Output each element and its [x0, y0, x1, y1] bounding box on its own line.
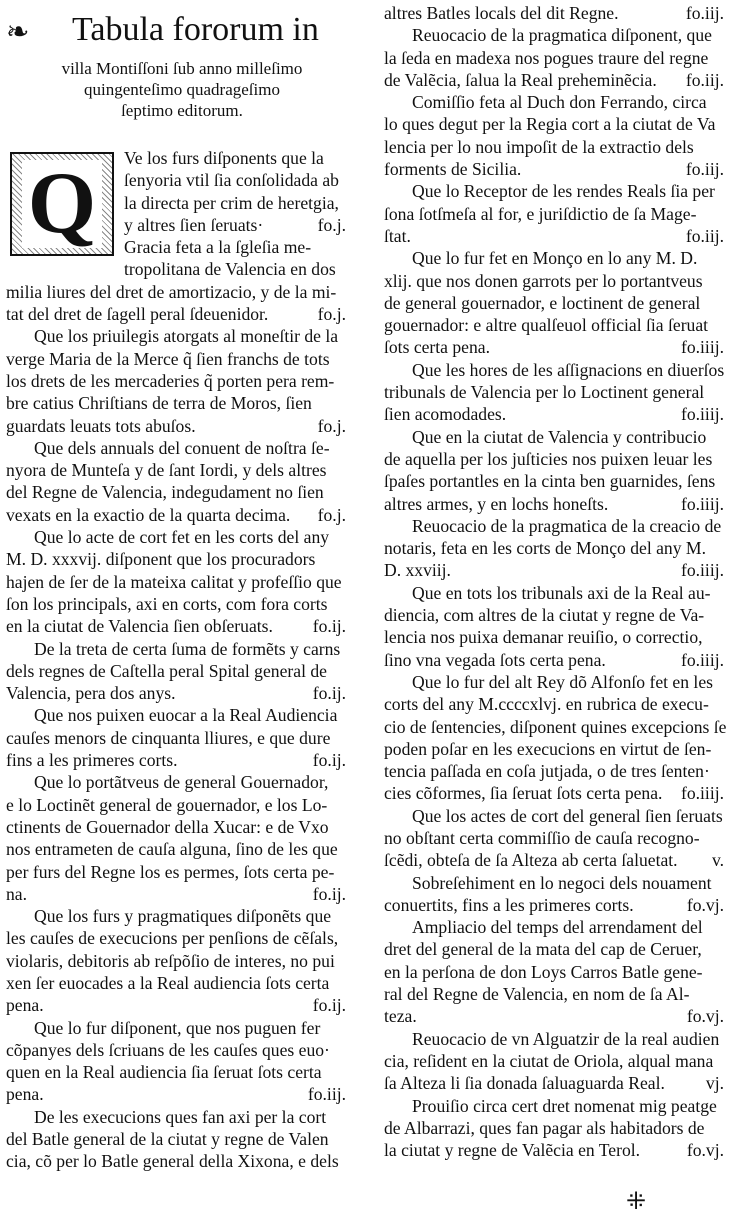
line-text: Gracia feta a la ſgleſia me-: [124, 237, 312, 258]
text-line: [6, 1039, 350, 1061]
line-text: ctinents de Gouernador della Xucar: e de Vxo: [6, 816, 329, 837]
text-line: [6, 816, 350, 838]
text-line: [6, 972, 350, 994]
text-line: [384, 493, 728, 515]
line-text: notaris, feta en les corts de Monço del any M.: [384, 538, 706, 559]
folio-reference: fo.iiij.: [680, 337, 724, 358]
line-text: cio de ſentencies, diſponent quines excepcions ſe: [384, 716, 727, 737]
dropcap-letter: Q: [22, 160, 102, 248]
line-text: Ve los furs diſponents que la: [124, 148, 324, 168]
line-text: cauſes menors de cinquanta lliures, e que dure: [6, 727, 331, 748]
page-title: Tabula fororum in: [72, 11, 319, 48]
text-line: [6, 258, 350, 280]
line-text: de Albarrazi, ques fan pagar als habitadors de: [384, 1117, 705, 1138]
folio-reference: fo.ij.: [312, 750, 346, 771]
dropcap-initial: [10, 152, 114, 256]
line-text: de general gouernador, e loctinent de general: [384, 292, 701, 313]
text-line: [6, 660, 350, 682]
right-column: [384, 2, 728, 1161]
text-line: [384, 336, 728, 358]
text-line: [384, 1005, 728, 1027]
line-text: nos entrameten de cauſa alguna, ſino de les que: [6, 839, 338, 860]
folio-reference: fo.ij.: [312, 883, 346, 904]
text-line: [384, 225, 728, 247]
line-text: dels regnes de Caſtella peral Spital general de: [6, 660, 327, 681]
text-line: [384, 716, 728, 738]
text-line: [384, 359, 728, 381]
text-line: [384, 113, 728, 135]
line-text: ſa Alteza li ſia donada ſaluaguarda Real.: [384, 1073, 665, 1094]
folio-reference: fo.iiij.: [680, 560, 724, 581]
line-text: diencia, com altres de la ciutat y regne de Va-: [384, 605, 705, 626]
text-line: [384, 849, 728, 871]
line-text: pena.: [6, 995, 44, 1016]
line-text: cia, reſident en la ciutat de Oriola, alqual mana: [384, 1050, 714, 1071]
line-text: ſtat.: [384, 225, 411, 246]
line-text: ſcẽdi, obteſa de ſa Alteza ab certa ſaluetat.: [384, 850, 678, 871]
text-line: [6, 370, 350, 392]
text-line: [384, 292, 728, 314]
line-text: corts del any M.ccccxlvj. en rubrica de execu-: [384, 694, 709, 715]
line-text: nyora de Munteſa y de ſant Iordi, y dels altres: [6, 460, 327, 481]
text-line: [6, 771, 350, 793]
text-line: [6, 526, 350, 548]
text-line: [6, 415, 350, 437]
text-line: [6, 950, 350, 972]
text-line: [6, 1128, 350, 1150]
line-text: Que les hores de les aſſignacions en diuerſos: [412, 359, 725, 380]
line-text: teza.: [384, 1006, 417, 1027]
line-text: ral del Regne de Valencia, en nom de ſa Al-: [384, 984, 690, 1005]
text-line: [384, 894, 728, 916]
line-text: Que en la ciutat de Valencia y contribucio: [412, 426, 707, 447]
text-line: [6, 749, 350, 771]
line-text: vexats en la exactio de la quarta decima.: [6, 504, 291, 525]
text-line: [6, 682, 350, 704]
folio-reference: fo.vj.: [686, 1006, 724, 1027]
text-line: [6, 459, 350, 481]
folio-reference: fo.iij.: [685, 159, 724, 180]
line-text: cies cõformes, ſia ſeruat ſots certa pena.: [384, 783, 663, 804]
text-line: [6, 704, 350, 726]
folio-reference: fo.iiij.: [680, 404, 724, 425]
text-line: [6, 1083, 350, 1105]
line-text: M. D. xxxvij. diſponent que los procuradors: [6, 549, 316, 570]
line-text: ſino vna vegada ſots certa pena.: [384, 649, 606, 670]
line-text: Prouiſio circa cert dret nomenat mig peatge: [412, 1095, 717, 1116]
text-line: [384, 158, 728, 180]
text-line: [384, 448, 728, 470]
text-line: [384, 938, 728, 960]
line-text: Que nos puixen euocar a la Real Audiencia: [34, 705, 338, 726]
folio-reference: fo.vj.: [686, 894, 724, 915]
line-text: cia, cõ per lo Batle general della Xixona, e dels: [6, 1151, 339, 1172]
text-line: [384, 1072, 728, 1094]
line-text: tribunals de Valencia per lo Loctinent general: [384, 382, 705, 403]
line-text: Que lo fur del alt Rey dõ Alfonſo fet en les: [412, 671, 713, 692]
subtitle: [6, 58, 350, 121]
line-text: Que en tots los tribunals axi de la Real au-: [412, 582, 711, 603]
line-text: Ampliacio del temps del arrendament del: [412, 917, 703, 938]
folio-reference: fo.j.: [317, 504, 346, 525]
line-text: Reuocacio de la pragmatica diſponent, que: [412, 25, 712, 46]
text-line: [6, 437, 350, 459]
line-text: conuertits, fins a les primeres corts.: [384, 894, 634, 915]
line-text: Comiſſio feta al Duch don Ferrando, circa: [412, 92, 707, 113]
line-text: xlij. que nos donen garrots per lo portantveus: [384, 270, 703, 291]
text-line: [384, 47, 728, 69]
folio-reference: fo.iiij.: [680, 649, 724, 670]
text-line: [6, 838, 350, 860]
text-line: [384, 69, 728, 91]
text-line: [384, 314, 728, 336]
line-text: les cauſes de execucions per penſions de cẽſals,: [6, 928, 339, 949]
text-line: [6, 593, 350, 615]
line-text: tropolitana de Valencia en dos: [124, 259, 336, 280]
left-text-body: [6, 147, 350, 1173]
line-text: tat del dret de ſagell peral ſdeuenidor.: [6, 304, 269, 325]
line-text: de Valẽcia, ſalua la Real preheminẽcia.: [384, 69, 657, 90]
subtitle-line: villa Montiſſoni ſub anno milleſimo: [61, 59, 303, 78]
folio-reference: v.: [711, 850, 724, 871]
text-line: [384, 1095, 728, 1117]
folio-reference: fo.iij.: [685, 225, 724, 246]
text-line: [6, 481, 350, 503]
line-text: Que lo acte de cort fet en les corts del any: [34, 527, 330, 548]
line-text: Reuocacio de la pragmatica de la creacio de: [412, 515, 722, 536]
text-line: [6, 615, 350, 637]
folio-reference: fo.j.: [317, 214, 346, 235]
text-line: [384, 515, 728, 537]
text-line: [384, 738, 728, 760]
text-line: [384, 693, 728, 715]
text-line: [384, 760, 728, 782]
line-text: Sobreſehiment en lo negoci dels nouament: [412, 872, 712, 893]
text-line: [384, 649, 728, 671]
line-text: en la perſona de don Loys Carros Batle gene-: [384, 961, 703, 982]
text-line: [6, 905, 350, 927]
line-text: verge Maria de la Merce q̃ ſien franchs de tots: [6, 348, 330, 369]
line-text: hajen de ſer de la mateixa calitat y profeſſio que: [6, 571, 342, 592]
line-text: Que los furs y pragmatiques diſponẽts que: [34, 906, 332, 927]
text-line: [6, 348, 350, 370]
text-line: [384, 470, 728, 492]
line-text: del Regne de Valencia, indegudament no ſien: [6, 482, 324, 503]
line-text: lo ques degut per la Regia cort a la ciutat de Va: [384, 114, 716, 135]
right-text-body: [384, 2, 728, 1161]
text-line: [6, 994, 350, 1016]
text-line: [384, 782, 728, 804]
line-text: fins a les primeres corts.: [6, 750, 178, 771]
line-text: Que lo fur fet en Monço en lo any M. D.: [412, 248, 698, 269]
line-text: milia liures del dret de amortizacio, y de la mi-: [6, 281, 337, 302]
text-line: [384, 582, 728, 604]
line-text: per furs del Regne los es permes, ſots certa pe-: [6, 861, 335, 882]
text-line: [384, 91, 728, 113]
line-text: Valencia, pera dos anys.: [6, 683, 176, 704]
line-text: forments de Sicilia.: [384, 159, 522, 180]
end-ornament-icon: ⁜: [626, 1189, 647, 1215]
line-text: dret del general de la mata del cap de Ceruer,: [384, 939, 702, 960]
line-text: no obſtant certa commiſſio de cauſa recogno-: [384, 827, 700, 848]
line-text: lencia per lo nou impoſit de la extractio dels: [384, 136, 694, 157]
folio-reference: fo.iiij.: [680, 493, 724, 514]
line-text: Que lo fur diſponent, que nos puguen fer: [34, 1017, 321, 1038]
text-line: [6, 727, 350, 749]
text-line: [6, 794, 350, 816]
text-line: [384, 136, 728, 158]
line-text: la directa per crim de heretgia,: [124, 192, 339, 213]
text-line: [384, 270, 728, 292]
line-text: na.: [6, 883, 28, 904]
line-text: ſots certa pena.: [384, 337, 491, 358]
line-text: poden poſar en les execucions en virtut de ſen-: [384, 738, 712, 759]
text-line: [384, 247, 728, 269]
line-text: tencia paſſada en coſa jutjada, o de tres ſenten·: [384, 761, 710, 782]
text-line: [384, 537, 728, 559]
text-line: [384, 403, 728, 425]
text-line: [6, 548, 350, 570]
folio-reference: fo.vj.: [686, 1140, 724, 1161]
line-text: bre catius Chriſtians de terra de Moros, ſien: [6, 393, 312, 414]
line-text: los drets de les mercaderies q̃ porten pera rem-: [6, 370, 335, 391]
line-text: Que dels annuals del conuent de noſtra ſe-: [34, 437, 330, 458]
text-line: [384, 1050, 728, 1072]
line-text: en la ciutat de Valencia ſien obſeruats.: [6, 616, 273, 637]
text-line: [6, 1017, 350, 1039]
text-line: [384, 1139, 728, 1161]
text-line: [6, 504, 350, 526]
line-text: Que los priuilegis atorgats al moneſtir de la: [34, 326, 339, 347]
line-text: altres Batles locals del dit Regne.: [384, 3, 619, 23]
line-text: altres armes, y en lochs honeſts.: [384, 493, 609, 514]
line-text: e lo Loctinẽt general de gouernador, e los Lo-: [6, 794, 328, 815]
line-text: D. xxviij.: [384, 560, 451, 581]
folio-reference: vj.: [705, 1073, 724, 1094]
line-text: Reuocacio de vn Alguatzir de la real audien: [412, 1028, 720, 1049]
text-line: [384, 2, 728, 24]
folio-reference: fo.j.: [317, 415, 346, 436]
text-line: [6, 571, 350, 593]
line-text: ſona ſotſmeſa al for, e juriſdictio de ſa Mage-: [384, 203, 697, 224]
line-text: la ciutat y regne de Valẽcia en Terol.: [384, 1140, 641, 1161]
text-line: [384, 961, 728, 983]
line-text: de aquella per los juſticies nos puixen leuar les: [384, 448, 713, 469]
text-line: [6, 1061, 350, 1083]
folio-reference: fo.iiij.: [680, 783, 724, 804]
folio-reference: fo.ij.: [312, 616, 346, 637]
text-line: [384, 916, 728, 938]
text-line: [384, 180, 728, 202]
subtitle-line: ſeptimo editorum.: [121, 101, 243, 120]
folio-reference: fo.iij.: [685, 69, 724, 90]
text-line: [384, 203, 728, 225]
folio-reference: fo.j.: [317, 304, 346, 325]
folio-reference: fo.ij.: [312, 683, 346, 704]
title-block: [6, 0, 350, 58]
line-text: del Batle general de la ciutat y regne de Valen: [6, 1129, 329, 1150]
text-line: [6, 325, 350, 347]
folio-reference: fo.ij.: [312, 995, 346, 1016]
text-line: [384, 381, 728, 403]
text-line: [384, 24, 728, 46]
line-text: xen ſer euocades a la Real audiencia ſots certa: [6, 972, 330, 993]
line-text: ſpaſes portantles en la cinta ben guarnides, ſens: [384, 471, 716, 492]
text-line: [384, 1117, 728, 1139]
line-text: y altres ſien ſeruats·: [124, 214, 264, 235]
text-line: [384, 626, 728, 648]
text-line: [6, 883, 350, 905]
line-text: Que lo portãtveus de general Gouernador,: [34, 772, 329, 793]
text-line: [384, 559, 728, 581]
line-text: De la treta de certa ſuma de formẽts y carns: [34, 638, 341, 659]
line-text: Que lo Receptor de les rendes Reals ſia per: [412, 181, 715, 202]
line-text: De les execucions ques fan axi per la cort: [34, 1106, 327, 1127]
line-text: ſon los principals, axi en corts, com fora corts: [6, 593, 328, 614]
text-line: [6, 1150, 350, 1172]
text-line: [384, 671, 728, 693]
line-text: pena.: [6, 1084, 44, 1105]
text-line: [6, 303, 350, 325]
text-line: [384, 426, 728, 448]
text-line: [384, 827, 728, 849]
line-text: guardats leuats tots abuſos.: [6, 415, 196, 436]
line-text: la ſeda en madexa nos pogues traure del regne: [384, 47, 709, 68]
text-line: [6, 927, 350, 949]
text-line: [6, 392, 350, 414]
text-line: [6, 281, 350, 303]
line-text: ſien acomodades.: [384, 404, 507, 425]
folio-reference: fo.iij.: [685, 3, 724, 23]
text-line: [384, 872, 728, 894]
text-line: [384, 983, 728, 1005]
line-text: cõpanyes dels ſcriuans de les cauſes ques euo·: [6, 1039, 330, 1060]
line-text: Que los actes de cort del general ſien ſeruats: [412, 805, 723, 826]
text-line: [384, 604, 728, 626]
line-text: quen en la Real audiencia ſia ſeruat ſots certa: [6, 1062, 322, 1083]
text-line: [384, 1028, 728, 1050]
text-line: [6, 1106, 350, 1128]
text-line: [384, 805, 728, 827]
line-text: gouernador: e altre qualſeuol official ſia ſeruat: [384, 315, 709, 336]
subtitle-line: quingenteſimo quadrageſimo: [84, 80, 280, 99]
fleuron-icon: ❧: [6, 17, 30, 48]
text-line: [6, 638, 350, 660]
text-line: [6, 861, 350, 883]
line-text: violaris, debitoris ab reſpõſio de interes, no pui: [6, 950, 335, 971]
line-text: lencia nos puixa demanar reuiſio, o correctio,: [384, 627, 703, 648]
line-text: ſenyoria vtil ſia conſolidada ab: [124, 170, 339, 191]
folio-reference: fo.iij.: [307, 1084, 346, 1105]
